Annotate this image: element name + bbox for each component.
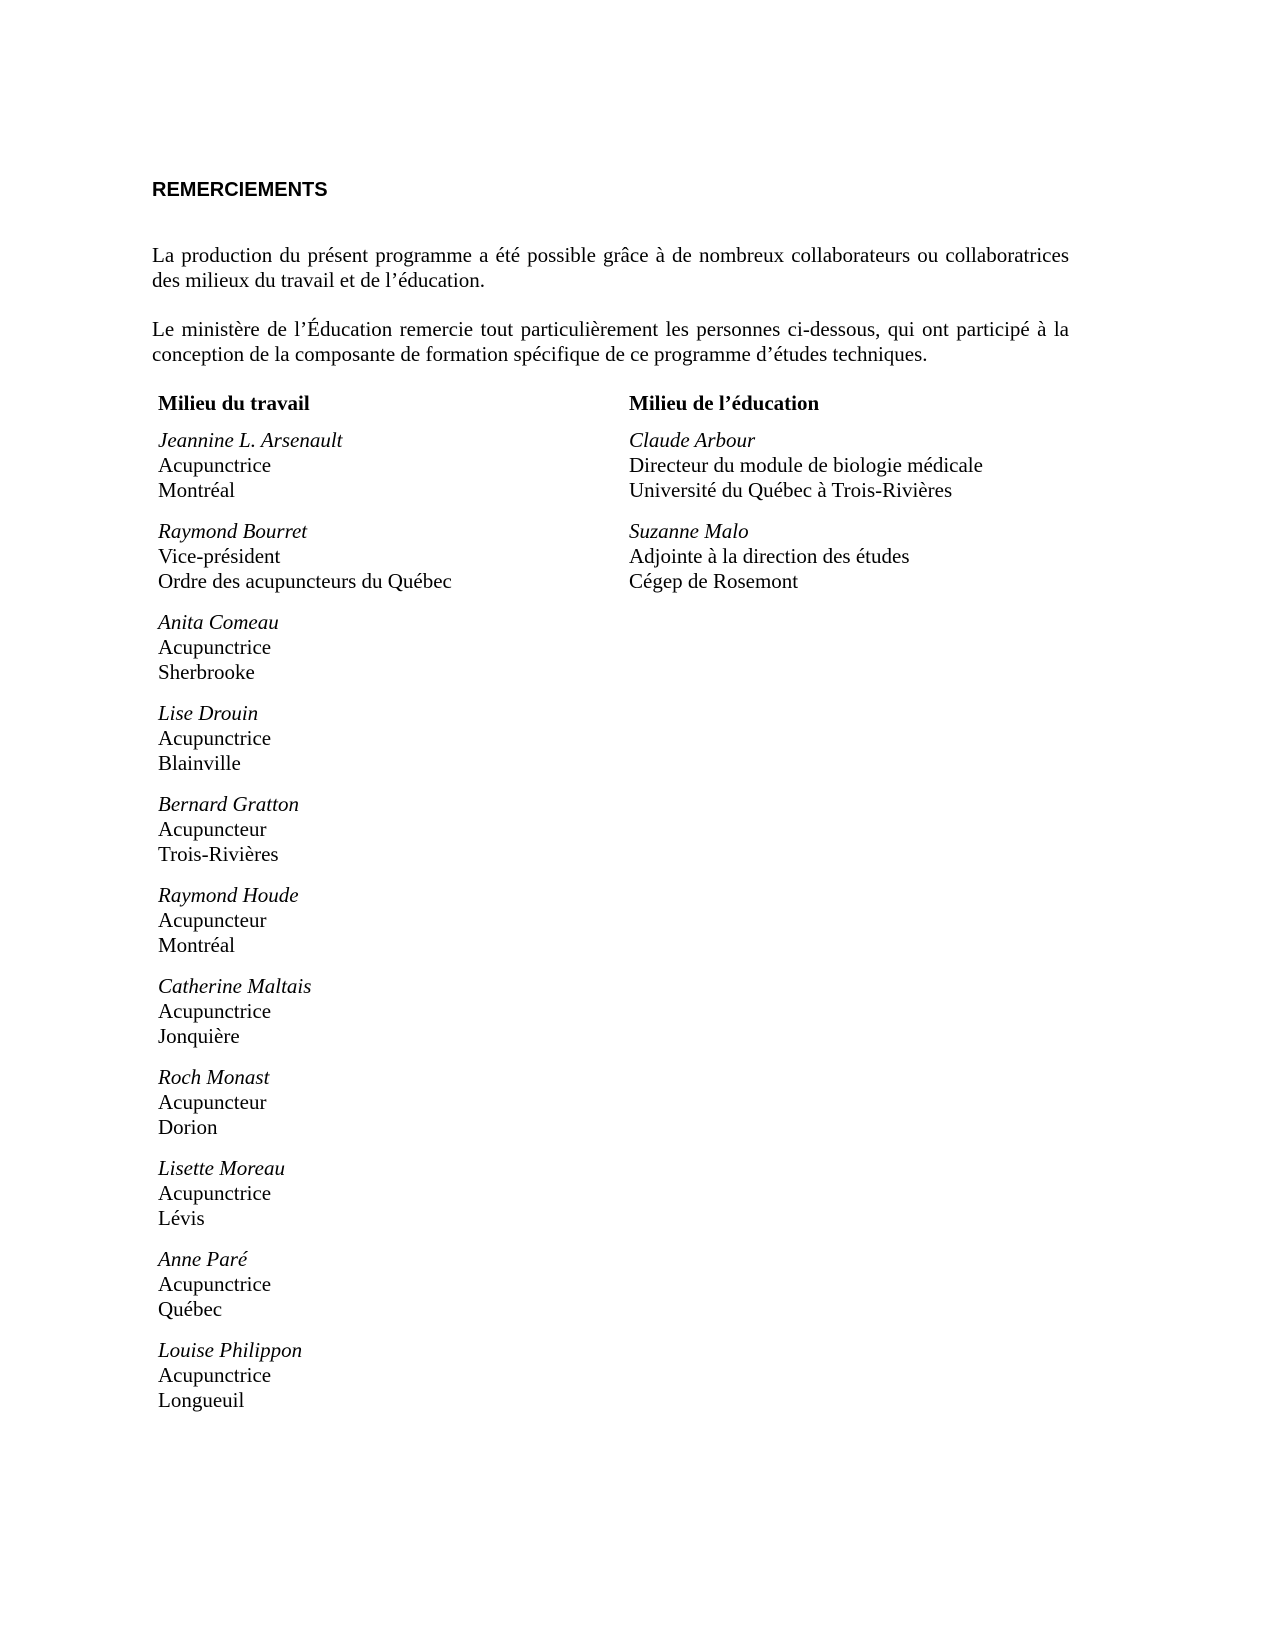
person-role: Acupunctrice xyxy=(158,453,272,477)
person-role: Adjointe à la direction des études xyxy=(629,544,910,568)
person-place: Cégep de Rosemont xyxy=(629,569,799,593)
person-place: Blainville xyxy=(158,751,241,775)
person-place: Québec xyxy=(158,1297,223,1321)
person-name: Anita Comeau xyxy=(158,610,279,634)
person-place: Montréal xyxy=(158,478,235,502)
person-name: Raymond Bourret xyxy=(158,519,308,543)
person-entry xyxy=(158,1065,452,1140)
person-entry xyxy=(158,792,452,867)
person-place: Lévis xyxy=(158,1206,205,1230)
thanks-paragraph: Le ministère de l’Éducation remercie tout particulièrement les personnes ci-dessous, qui ont participé à la conception de la composante de formation spécifique de ce programme d’études techniques. xyxy=(152,317,1069,366)
person-place: Université du Québec à Trois-Rivières xyxy=(629,478,953,502)
person-name: Claude Arbour xyxy=(629,428,756,452)
person-entry xyxy=(629,428,983,503)
person-name: Jeannine L. Arsenault xyxy=(158,428,343,452)
person-name: Louise Philippon xyxy=(158,1338,303,1362)
person-name: Lise Drouin xyxy=(158,701,259,725)
person-entry xyxy=(158,1156,452,1231)
person-place: Montréal xyxy=(158,933,235,957)
person-role: Acupunctrice xyxy=(158,1363,272,1387)
person-place: Sherbrooke xyxy=(158,660,255,684)
person-entry xyxy=(158,974,452,1049)
education-people-list xyxy=(629,428,983,594)
person-role: Acupunctrice xyxy=(158,726,272,750)
person-name: Lisette Moreau xyxy=(158,1156,285,1180)
person-place: Trois-Rivières xyxy=(158,842,279,866)
person-entry xyxy=(158,519,452,594)
person-name: Suzanne Malo xyxy=(629,519,749,543)
person-entry xyxy=(158,883,452,958)
work-people-list xyxy=(158,428,452,1413)
person-role: Acupuncteur xyxy=(158,1090,267,1114)
person-name: Roch Monast xyxy=(158,1065,270,1089)
person-entry xyxy=(158,701,452,776)
person-entry xyxy=(158,1247,452,1322)
person-name: Raymond Houde xyxy=(158,883,299,907)
work-heading: Milieu du travail xyxy=(158,391,310,415)
person-role: Acupunctrice xyxy=(158,1272,272,1296)
education-column xyxy=(629,391,983,610)
person-entry xyxy=(629,519,983,594)
page-title: REMERCIEMENTS xyxy=(152,179,328,201)
person-entry xyxy=(158,1338,452,1413)
person-place: Jonquière xyxy=(158,1024,240,1048)
person-name: Anne Paré xyxy=(158,1247,248,1271)
person-entry xyxy=(158,610,452,685)
person-place: Dorion xyxy=(158,1115,218,1139)
person-role: Acupuncteur xyxy=(158,817,267,841)
person-role: Directeur du module de biologie médicale xyxy=(629,453,983,477)
person-name: Catherine Maltais xyxy=(158,974,312,998)
person-place: Longueuil xyxy=(158,1388,245,1412)
person-role: Acupuncteur xyxy=(158,908,267,932)
work-column xyxy=(158,391,452,1429)
education-heading: Milieu de l’éducation xyxy=(629,391,820,415)
person-role: Acupunctrice xyxy=(158,1181,272,1205)
person-place: Ordre des acupuncteurs du Québec xyxy=(158,569,452,593)
person-role: Acupunctrice xyxy=(158,635,272,659)
person-name: Bernard Gratton xyxy=(158,792,299,816)
person-role: Vice-président xyxy=(158,544,281,568)
intro-paragraph: La production du présent programme a été possible grâce à de nombreux collaborateurs ou collaboratrices des milieux du travail et de l’éducation. xyxy=(152,243,1069,292)
person-role: Acupunctrice xyxy=(158,999,272,1023)
person-entry xyxy=(158,428,452,503)
